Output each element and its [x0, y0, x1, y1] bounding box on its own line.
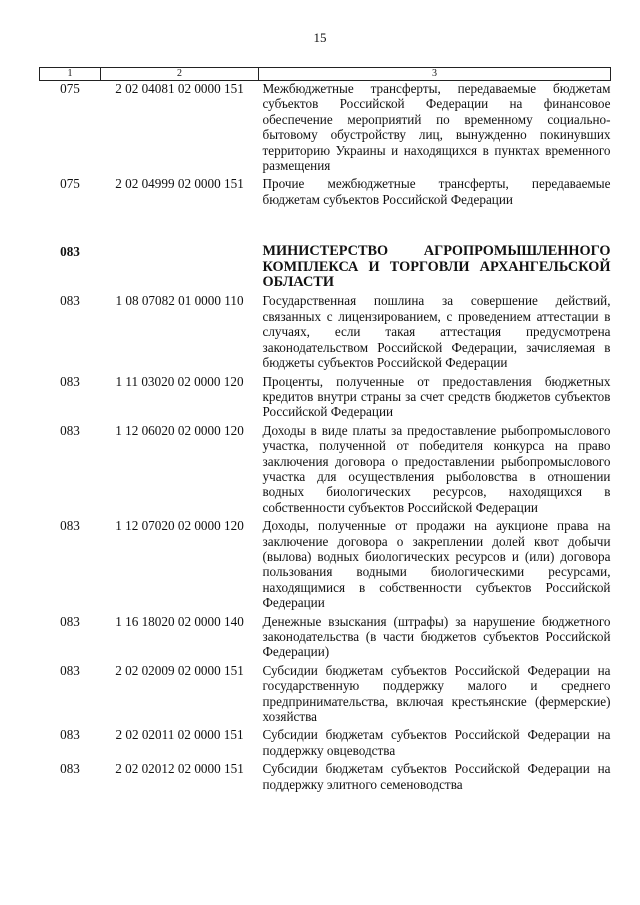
header-col-1: 1 — [40, 68, 101, 81]
ministry-code: 083 — [60, 244, 80, 260]
budget-classification-code: 2 02 04999 02 0000 151 — [115, 176, 244, 192]
admin-code: 083 — [60, 662, 80, 678]
page-number: 15 — [313, 30, 327, 45]
table-row — [40, 81, 611, 177]
table-row — [40, 663, 611, 728]
table-row — [40, 374, 611, 423]
admin-code: 083 — [60, 613, 80, 629]
revenue-description: Доходы, полученные от продажи на аукционе права на заключение договора о закреплении долей квот добычи (вылова) водных биологических ресурсов и (или) договора пользования водными биологическими ресурсами, находящимися в собственности субъектов Российской Федерации — [262, 518, 611, 611]
budget-classification-code: 1 11 03020 02 0000 120 — [115, 373, 244, 389]
budget-classification-code: 2 02 02011 02 0000 151 — [115, 727, 244, 743]
budget-classification-code: 2 02 02009 02 0000 151 — [115, 662, 244, 678]
admin-code: 083 — [60, 761, 80, 777]
budget-classification-code: 2 02 02012 02 0000 151 — [115, 761, 244, 777]
revenue-description: Субсидии бюджетам субъектов Российской Федерации на поддержку овцеводства — [262, 727, 611, 758]
budget-classification-code: 2 02 04081 02 0000 151 — [115, 81, 244, 96]
revenue-description: Субсидии бюджетам субъектов Российской Федерации на государственную поддержку малого и среднего предпринимательства, включая крестьянские (фермерские) хозяйства — [262, 662, 611, 725]
admin-code: 075 — [60, 176, 80, 192]
table-row — [40, 423, 611, 518]
table-row — [40, 176, 611, 210]
admin-code: 075 — [60, 81, 80, 96]
revenue-description: Межбюджетные трансферты, передаваемые бюджетам субъектов Российской Федерации на финансовое обеспечение мероприятий по временному социально-бытовому обустройству лиц, вынужденно покинувших территорию Украины и находящихся в пунктах временного размещения — [262, 81, 611, 174]
revenue-description: Проценты, полученные от предоставления бюджетных кредитов внутри страны за счет средств бюджетов субъектов Российской Федерации — [262, 373, 611, 420]
table-row — [40, 761, 611, 795]
revenue-description: Прочие межбюджетные трансферты, передаваемые бюджетам субъектов Российской Федерации — [262, 176, 611, 207]
admin-code: 083 — [60, 373, 80, 389]
table-row — [40, 727, 611, 761]
revenue-description: Денежные взыскания (штрафы) за нарушение бюджетного законодательства (в части бюджетов субъектов Российской Федерации) — [262, 613, 611, 660]
spacer-row — [40, 210, 611, 244]
budget-classification-code: 1 12 07020 02 0000 120 — [115, 518, 244, 534]
table-row — [40, 614, 611, 663]
admin-code: 083 — [60, 518, 80, 534]
ministry-heading-row — [40, 244, 611, 293]
revenue-description: Государственная пошлина за совершение действий, связанных с лицензированием, с проведением аттестации в случаях, если такая аттестация предусмотрена законодательством Российской Федерации, зачисляемая в бюджеты субъектов Российской Федерации — [262, 293, 611, 371]
revenue-description: Субсидии бюджетам субъектов Российской Федерации на поддержку элитного семеноводства — [262, 761, 611, 792]
table-row — [40, 293, 611, 373]
admin-code: 083 — [60, 422, 80, 438]
budget-classification-code: 1 08 07082 01 0000 110 — [115, 293, 244, 309]
admin-code: 083 — [60, 293, 80, 309]
revenue-codes-table — [39, 67, 611, 795]
admin-code: 083 — [60, 727, 80, 743]
table-row — [40, 518, 611, 613]
budget-classification-code: 1 16 18020 02 0000 140 — [115, 613, 244, 629]
budget-classification-code: 1 12 06020 02 0000 120 — [115, 422, 244, 438]
ministry-title: МИНИСТЕРСТВО АГРОПРОМЫШЛЕННОГО КОМПЛЕКСА И ТОРГОВЛИ АРХАНГЕЛЬСКОЙ ОБЛАСТИ — [262, 243, 611, 291]
revenue-description: Доходы в виде платы за предоставление рыбопромыслового участка, полученной от победителя конкурса на право заключения договора о предоставлении рыбопромыслового участка для осуществления рыболовства в отношении водных биологических ресурсов, находящихся в собственности субъектов Российской Федерации — [262, 422, 611, 515]
header-col-3: 3 — [259, 68, 611, 81]
table-header-row — [40, 68, 611, 81]
header-col-2: 2 — [101, 68, 259, 81]
budget-classification-code — [101, 244, 259, 293]
